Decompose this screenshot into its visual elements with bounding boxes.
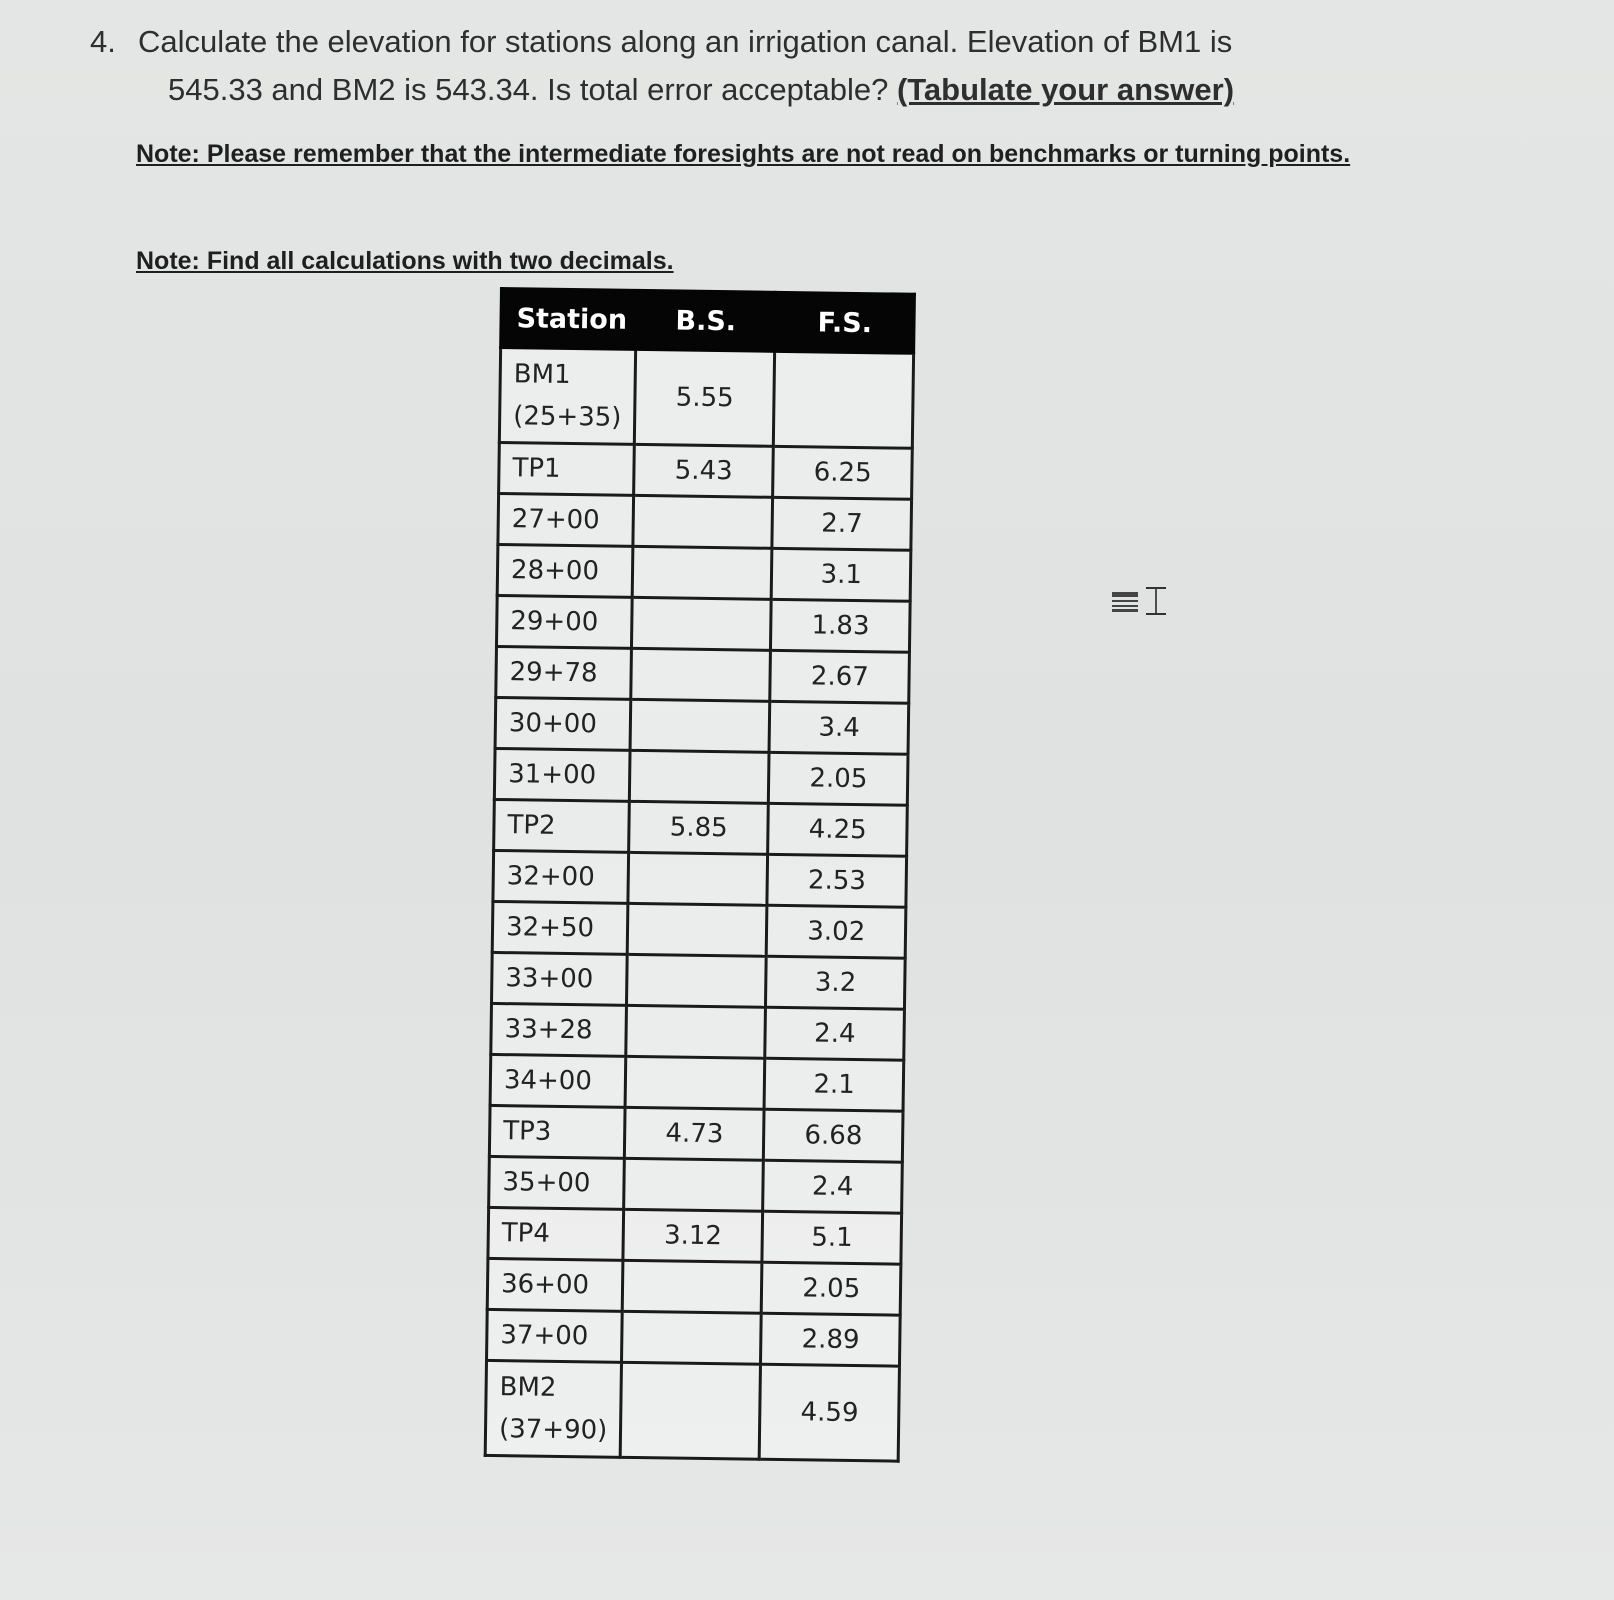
fs-cell: 2.7 [772, 497, 912, 550]
bs-cell [622, 1260, 762, 1313]
bs-cell: 5.43 [634, 444, 774, 497]
station-cell: 29+00 [496, 595, 632, 648]
table-row [491, 952, 905, 1009]
fs-cell: 2.4 [763, 1160, 903, 1213]
question-number: 4. [90, 24, 116, 59]
station-cell: 35+00 [489, 1156, 625, 1209]
bs-cell [627, 903, 767, 956]
fs-cell [774, 351, 914, 448]
bs-cell: 5.85 [629, 801, 769, 854]
fs-cell: 2.1 [764, 1058, 904, 1111]
bs-cell [630, 750, 770, 803]
fs-cell: 2.53 [767, 854, 907, 907]
fs-cell: 4.25 [768, 803, 908, 856]
bs-cell [631, 648, 771, 701]
station-chainage: (25+35) [512, 401, 622, 433]
station-cell: 28+00 [497, 544, 633, 597]
fs-cell: 4.59 [759, 1364, 899, 1461]
station-cell: TP1 [499, 443, 635, 496]
table-row [494, 748, 908, 805]
station-cell: 30+00 [495, 697, 631, 750]
station-cell [499, 348, 636, 445]
table-row [496, 646, 910, 703]
fs-cell: 2.05 [761, 1262, 901, 1315]
table-row [496, 595, 910, 652]
station-cell: 33+00 [491, 952, 627, 1005]
question-line-2: 545.33 and BM2 is 543.34. Is total error acceptable? [168, 72, 889, 107]
bs-cell [630, 699, 770, 752]
fs-cell: 2.67 [770, 650, 910, 703]
table-row [498, 494, 912, 551]
station-cell: 37+00 [487, 1309, 623, 1362]
bs-cell: 3.12 [623, 1209, 763, 1262]
station-cell: 32+50 [492, 901, 628, 954]
note-two-decimals: Note: Find all calculations with two decimals. [136, 247, 674, 275]
table-row [487, 1309, 901, 1366]
fs-cell: 3.1 [771, 548, 911, 601]
table-row [489, 1156, 903, 1213]
station-cell: 27+00 [498, 494, 634, 547]
bs-cell: 5.55 [635, 349, 775, 446]
table-row [491, 1003, 905, 1060]
station-cell: 33+28 [491, 1003, 627, 1056]
bs-cell [625, 1056, 765, 1109]
fs-cell: 3.02 [766, 905, 906, 958]
station-cell: 31+00 [494, 748, 630, 801]
bs-cell [633, 495, 773, 548]
table-row [492, 901, 906, 958]
fs-cell: 2.4 [765, 1007, 905, 1060]
table-row [488, 1207, 902, 1264]
table-header-row [501, 289, 915, 354]
question-text [90, 18, 1390, 114]
ibeam-icon: ⌶ [1144, 579, 1168, 625]
table-row [499, 348, 914, 449]
station-cell [485, 1360, 622, 1457]
table-row [495, 697, 909, 754]
question-line-1: Calculate the elevation for stations along an irrigation canal. Elevation of BM1 is [138, 24, 1233, 59]
station-cell: TP3 [489, 1105, 625, 1158]
bs-cell [632, 546, 772, 599]
table-row [487, 1258, 901, 1315]
table-row [493, 850, 907, 907]
bs-cell [632, 597, 772, 650]
text-cursor-icon [1112, 579, 1172, 625]
station-cell: TP4 [488, 1207, 624, 1260]
fs-cell: 6.25 [773, 446, 913, 499]
bs-cell [622, 1311, 762, 1364]
fs-cell: 2.89 [761, 1313, 901, 1366]
fs-cell: 2.05 [769, 752, 909, 805]
station-cell: 29+78 [496, 646, 632, 699]
fs-cell: 6.68 [764, 1109, 904, 1162]
table-row [499, 443, 913, 500]
header-bs: B.S. [636, 290, 776, 351]
header-station: Station [501, 289, 637, 350]
table-row [494, 799, 908, 856]
bs-cell [620, 1362, 760, 1459]
station-name: BM2 [499, 1372, 557, 1403]
fs-cell: 3.2 [766, 956, 906, 1009]
bs-cell: 4.73 [625, 1107, 765, 1160]
table-row [490, 1054, 904, 1111]
bs-cell [624, 1158, 764, 1211]
bs-cell [627, 954, 767, 1007]
fs-cell: 1.83 [771, 599, 911, 652]
header-fs: F.S. [775, 292, 915, 353]
station-cell: 34+00 [490, 1054, 626, 1107]
question-emphasis: (Tabulate your answer) [896, 72, 1235, 107]
fs-cell: 3.4 [769, 701, 909, 754]
bs-cell [626, 1005, 766, 1058]
table-row [497, 544, 911, 601]
table-row [489, 1105, 903, 1162]
station-name: BM1 [513, 359, 571, 390]
survey-table [484, 287, 917, 1463]
station-cell: 36+00 [487, 1258, 623, 1311]
fs-cell: 5.1 [762, 1211, 902, 1264]
note-intermediate-foresights: Note: Please remember that the intermediate foresights are not read on benchmarks or turning points. [136, 140, 1351, 168]
station-chainage: (37+90) [498, 1414, 608, 1446]
list-icon [1112, 592, 1138, 612]
station-cell: TP2 [494, 799, 630, 852]
bs-cell [628, 852, 768, 905]
table-row [485, 1360, 900, 1461]
station-cell: 32+00 [493, 850, 629, 903]
